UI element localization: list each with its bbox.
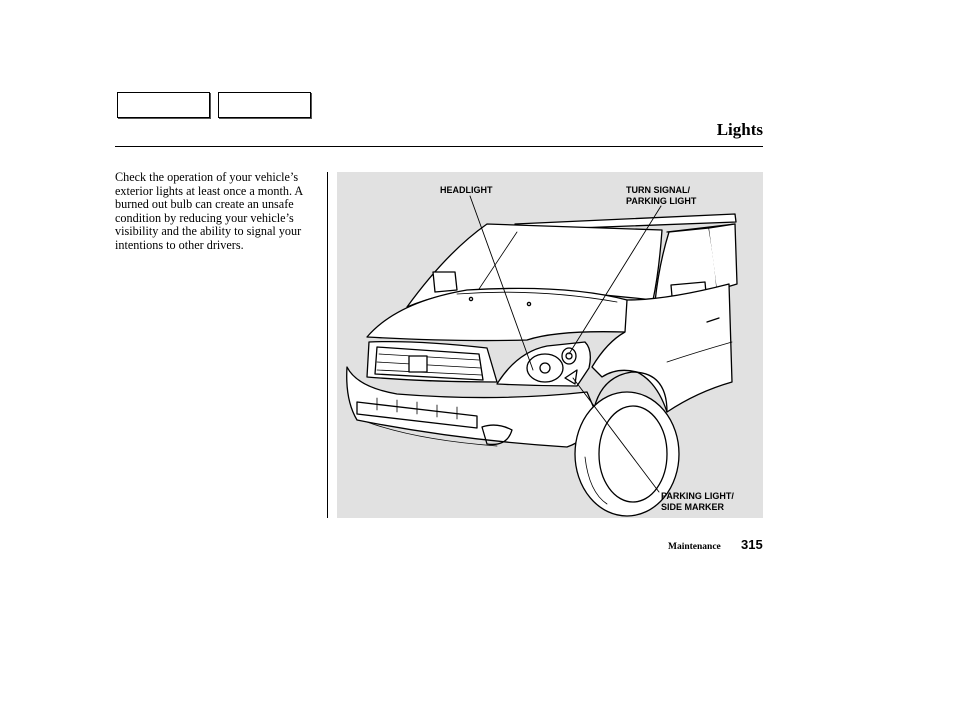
- nav-button-next[interactable]: [218, 92, 311, 118]
- body-paragraph: Check the operation of your vehicle’s exterior lights at least once a month. A burned out bulb can create an unsafe condition by reducing your vehicle’s visibility and the ability to signal your intentions to other drivers.: [115, 170, 303, 252]
- footer-section-name: Maintenance: [668, 542, 721, 552]
- turn-signal-label: TURN SIGNAL/ PARKING LIGHT: [626, 185, 697, 206]
- vehicle-illustration: [337, 172, 763, 518]
- suv-drawing: [337, 172, 763, 518]
- parking-light-label: PARKING LIGHT/ SIDE MARKER: [661, 491, 734, 512]
- column-divider: [327, 172, 328, 518]
- page-number: 315: [741, 537, 763, 552]
- title-rule: [115, 146, 763, 147]
- nav-button-previous[interactable]: [117, 92, 210, 118]
- headlight-label: HEADLIGHT: [440, 185, 493, 195]
- page-title: Lights: [716, 120, 763, 139]
